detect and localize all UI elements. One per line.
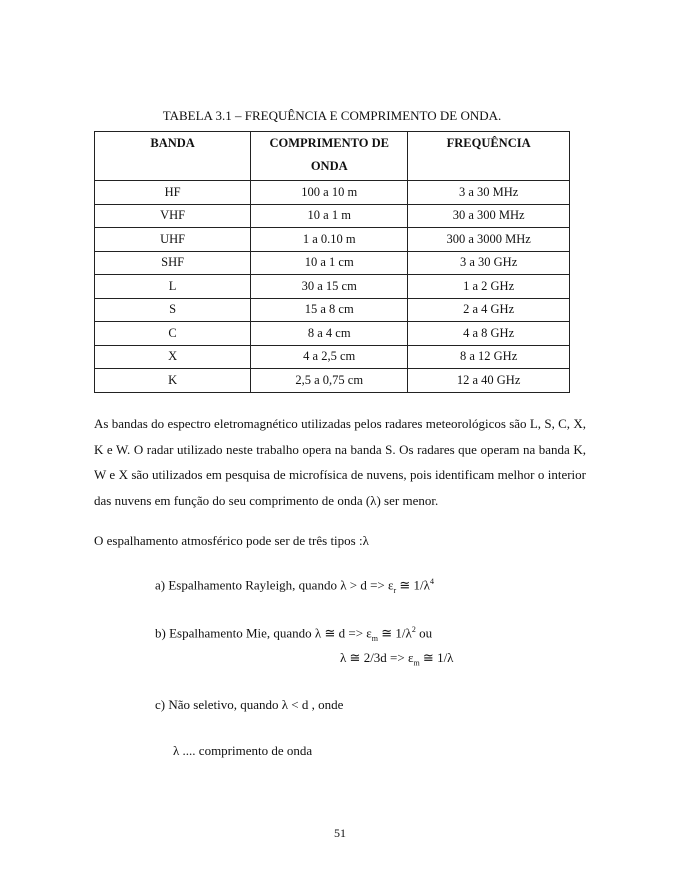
table-row: [95, 228, 570, 252]
table-cell: SHF: [95, 251, 251, 275]
table-header-row: [95, 132, 570, 181]
table-cell: L: [95, 275, 251, 299]
header-frequencia: FREQUÊNCIA: [408, 132, 570, 181]
subscript: m: [371, 633, 378, 643]
table-cell: 15 a 8 cm: [251, 298, 408, 322]
table-cell: C: [95, 322, 251, 346]
item-text: ≅ 1/λ: [396, 577, 430, 593]
table-cell: 4 a 8 GHz: [408, 322, 570, 346]
table-cell: 10 a 1 cm: [251, 251, 408, 275]
table-row: [95, 322, 570, 346]
table-cell: 12 a 40 GHz: [408, 369, 570, 393]
item-non-selective: c) Não seletivo, quando λ < d , onde: [155, 697, 344, 712]
table-cell: K: [95, 369, 251, 393]
table-cell: 1 a 0.10 m: [251, 228, 408, 252]
table-cell: 1 a 2 GHz: [408, 275, 570, 299]
table-cell: 4 a 2,5 cm: [251, 345, 408, 369]
item-mie: [155, 625, 432, 643]
superscript: 2: [411, 625, 416, 634]
table-cell: S: [95, 298, 251, 322]
subscript: m: [413, 658, 420, 668]
item-text: ≅ 1/λ: [419, 650, 454, 665]
table-cell: 30 a 300 MHz: [408, 204, 570, 228]
item-mie-alt: [340, 650, 453, 668]
table-row: [95, 181, 570, 205]
item-text: ≅ 1/λ: [378, 625, 412, 641]
lambda-definition: λ .... comprimento de onda: [173, 743, 313, 758]
table-cell: 2 a 4 GHz: [408, 298, 570, 322]
table-cell: 2,5 a 0,75 cm: [251, 369, 408, 393]
subscript: r: [393, 585, 397, 595]
table-cell: 10 a 1 m: [251, 204, 408, 228]
superscript: 4: [429, 577, 434, 586]
paragraph-bands: As bandas do espectro eletromagnético utilizadas pelos radares meteorológicos são L, S, C, X, K e W. O radar utilizado neste trabalho opera na banda S. Os radares que operam na banda K, W e X são utilizados em pesquisa de microfísica de nuvens, pois identificam melhor o interior das nuvens em função do seu comprimento de onda (λ) ser menor.: [94, 416, 586, 508]
page-number: 51: [334, 826, 346, 840]
table-row: [95, 345, 570, 369]
table-cell: HF: [95, 181, 251, 205]
table-cell: X: [95, 345, 251, 369]
table-row: [95, 369, 570, 393]
table-cell: 3 a 30 GHz: [408, 251, 570, 275]
table-cell: 8 a 12 GHz: [408, 345, 570, 369]
table-row: [95, 298, 570, 322]
table-cell: 3 a 30 MHz: [408, 181, 570, 205]
table-cell: UHF: [95, 228, 251, 252]
table-cell: 30 a 15 cm: [251, 275, 408, 299]
table-row: [95, 251, 570, 275]
item-text: λ ≅ 2/3d => ε: [340, 650, 414, 665]
frequency-table: [94, 131, 570, 393]
item-text: a) Espalhamento Rayleigh, quando λ > d => ε: [155, 577, 394, 593]
item-text: ou: [415, 625, 433, 641]
table-row: [95, 204, 570, 228]
header-banda: BANDA: [95, 132, 251, 181]
item-rayleigh: [155, 577, 434, 595]
item-text: b) Espalhamento Mie, quando λ ≅ d => ε: [155, 625, 372, 641]
table-row: [95, 275, 570, 299]
table-cell: 100 a 10 m: [251, 181, 408, 205]
header-comprimento: COMPRIMENTO DE ONDA: [251, 132, 408, 181]
table-caption: TABELA 3.1 – FREQUÊNCIA E COMPRIMENTO DE ONDA.: [162, 108, 502, 123]
table-cell: 300 a 3000 MHz: [408, 228, 570, 252]
table-cell: 8 a 4 cm: [251, 322, 408, 346]
paragraph-scattering: O espalhamento atmosférico pode ser de três tipos :λ: [94, 533, 369, 548]
table-cell: VHF: [95, 204, 251, 228]
